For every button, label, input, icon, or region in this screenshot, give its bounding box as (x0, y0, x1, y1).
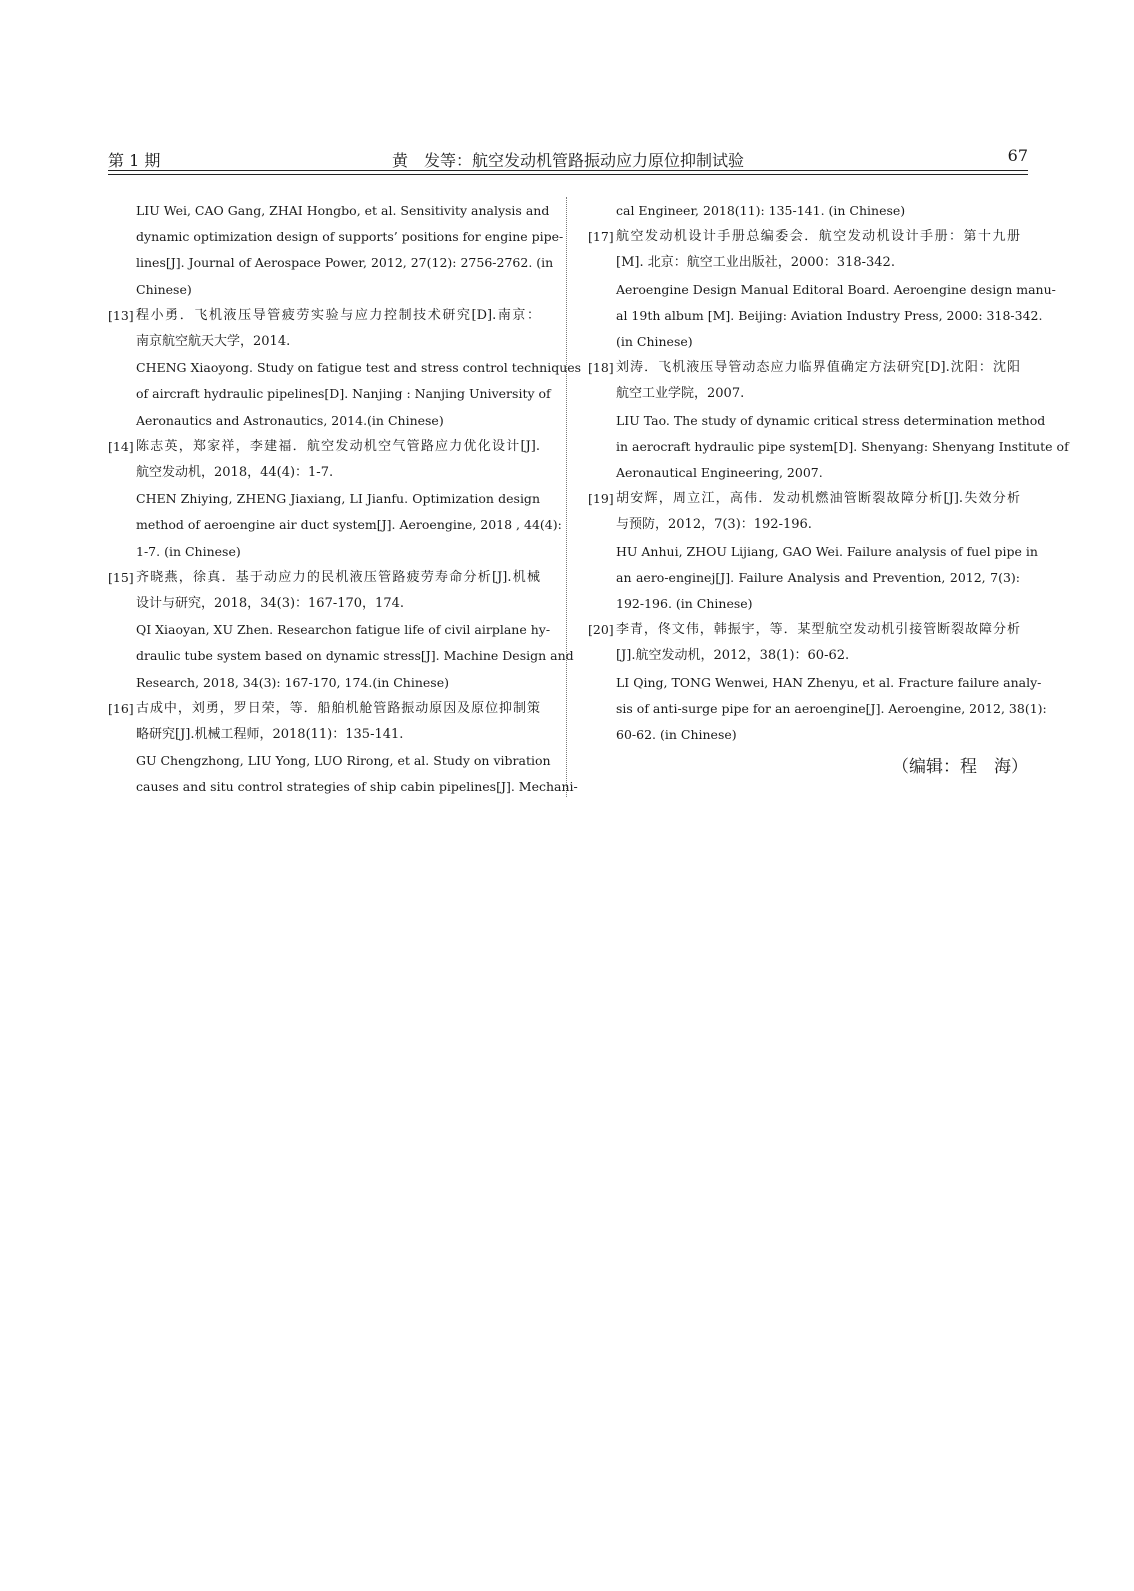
reference-17 (588, 224, 1056, 355)
reference-line: of aircraft hydraulic pipelines[D]. Nanjing : Nanjing University of (136, 386, 551, 402)
reference-line: 192-196. (in Chinese) (616, 596, 753, 612)
reference-line: method of aeroengine air duct system[J]. Aeroengine, 2018 , 44(4): (136, 517, 562, 533)
reference-line: [M]. 北京：航空工业出版社，2000：318-342. (616, 255, 895, 271)
reference-line: 航空发动机，2018，44(4)：1-7. (136, 465, 334, 481)
reference-line: LIU Tao. The study of dynamic critical stress determination method (616, 412, 1046, 428)
reference-line: 胡安辉，周立江，高伟．发动机燃油管断裂故障分析[J].失效分析 (616, 491, 1020, 507)
reference-line: [J].航空发动机，2012，38(1)：60-62. (616, 648, 850, 664)
reference-line: 齐晓燕，徐真．基于动应力的民机液压管路疲劳寿命分析[J].机械 (136, 569, 540, 585)
column-divider (566, 197, 567, 797)
page-number: 67 (1007, 146, 1028, 165)
reference-line: lines[J]. Journal of Aerospace Power, 2012, 27(12): 2756-2762. (in (136, 255, 554, 271)
reference-line: 设计与研究，2018，34(3)：167-170，174. (136, 596, 405, 612)
reference-line: draulic tube system based on dynamic stress[J]. Machine Design and (136, 648, 574, 664)
reference-19 (588, 486, 1038, 617)
reference-line: (in Chinese) (616, 334, 693, 350)
reference-number: [15] (108, 569, 134, 585)
reference-line: dynamic optimization design of supports’ positions for engine pipe- (136, 229, 564, 245)
right-column (588, 198, 1069, 748)
reference-16 (108, 696, 578, 801)
reference-line: 古成中，刘勇，罗日荣，等．船舶机舱管路振动原因及原位抑制策 (136, 700, 540, 716)
reference-18 (588, 355, 1069, 486)
reference-line: 刘涛．飞机液压导管动态应力临界值确定方法研究[D].沈阳：沈阳 (616, 360, 1020, 376)
header-rule-top (108, 170, 1028, 171)
reference-line: 1-7. (in Chinese) (136, 543, 241, 559)
reference-number: [17] (588, 229, 614, 245)
reference-line: HU Anhui, ZHOU Lijiang, GAO Wei. Failure analysis of fuel pipe in (616, 543, 1038, 559)
reference-line: an aero-enginej[J]. Failure Analysis and Prevention, 2012, 7(3): (616, 569, 1020, 585)
reference-line: 南京航空航天大学，2014. (136, 334, 291, 350)
running-title: 黄 发等：航空发动机管路振动应力原位抑制试验 (391, 151, 744, 170)
reference-line: QI Xiaoyan, XU Zhen. Researchon fatigue life of civil airplane hy- (136, 622, 551, 638)
reference-line: CHENG Xiaoyong. Study on fatigue test and stress control techniques (136, 360, 582, 376)
reference-line: al 19th album [M]. Beijing: Aviation Industry Press, 2000: 318-342. (616, 307, 1043, 323)
reference-line: LI Qing, TONG Wenwei, HAN Zhenyu, et al. Fracture failure analy- (616, 674, 1042, 690)
reference-line: Chinese) (136, 281, 192, 297)
reference-line: cal Engineer, 2018(11): 135-141. (in Chinese) (616, 203, 906, 218)
reference-line: Aeronautical Engineering, 2007. (616, 465, 823, 481)
reference-line: 航空发动机设计手册总编委会．航空发动机设计手册：第十九册 (616, 229, 1020, 245)
reference-line: causes and situ control strategies of ship cabin pipelines[J]. Mechani- (136, 779, 578, 795)
reference-13 (108, 303, 582, 434)
reference-line: Aeroengine Design Manual Editoral Board. Aeroengine design manu- (616, 281, 1056, 297)
reference-line: 李青，佟文伟，韩振宇，等．某型航空发动机引接管断裂故障分析 (616, 622, 1020, 638)
reference-number: [14] (108, 438, 134, 454)
reference-number: [20] (588, 622, 614, 638)
reference-line: Aeronautics and Astronautics, 2014.(in Chinese) (136, 412, 444, 428)
reference-line: in aerocraft hydraulic pipe system[D]. Shenyang: Shenyang Institute of (616, 438, 1069, 454)
reference-line: Research, 2018, 34(3): 167-170, 174.(in Chinese) (136, 674, 449, 690)
reference-line: 略研究[J].机械工程师，2018(11)：135-141. (136, 727, 404, 743)
reference-line: 航空工业学院，2007. (616, 386, 745, 402)
reference-number: [16] (108, 700, 134, 716)
header-rule-bottom (108, 174, 1028, 175)
reference-20 (588, 617, 1047, 748)
issue-number: 第 1 期 (108, 151, 161, 170)
reference-line: 60-62. (in Chinese) (616, 727, 737, 743)
reference-line: 程小勇．飞机液压导管疲劳实验与应力控制技术研究[D].南京： (136, 307, 540, 323)
reference-line: GU Chengzhong, LIU Yong, LUO Rirong, et al. Study on vibration (136, 753, 551, 769)
reference-line: 与预防，2012，7(3)：192-196. (616, 517, 812, 533)
reference-number: [18] (588, 360, 614, 376)
running-header (108, 142, 1028, 172)
reference-14 (108, 434, 562, 565)
reference-line: CHEN Zhiying, ZHENG Jiaxiang, LI Jianfu. Optimization design (136, 491, 540, 507)
reference-number: [19] (588, 491, 614, 507)
editor-note: （编辑：程 海） (892, 757, 1028, 777)
reference-line: sis of anti-surge pipe for an aeroengine[J]. Aeroengine, 2012, 38(1): (616, 700, 1047, 716)
reference-15 (108, 565, 574, 696)
reference-continuation (588, 198, 1020, 224)
reference-continuation (108, 198, 564, 303)
reference-line: 陈志英，郑家祥，李建福．航空发动机空气管路应力优化设计[J]. (136, 438, 540, 454)
reference-line: LIU Wei, CAO Gang, ZHAI Hongbo, et al. Sensitivity analysis and (136, 203, 550, 218)
left-column (108, 198, 582, 801)
reference-number: [13] (108, 307, 134, 323)
